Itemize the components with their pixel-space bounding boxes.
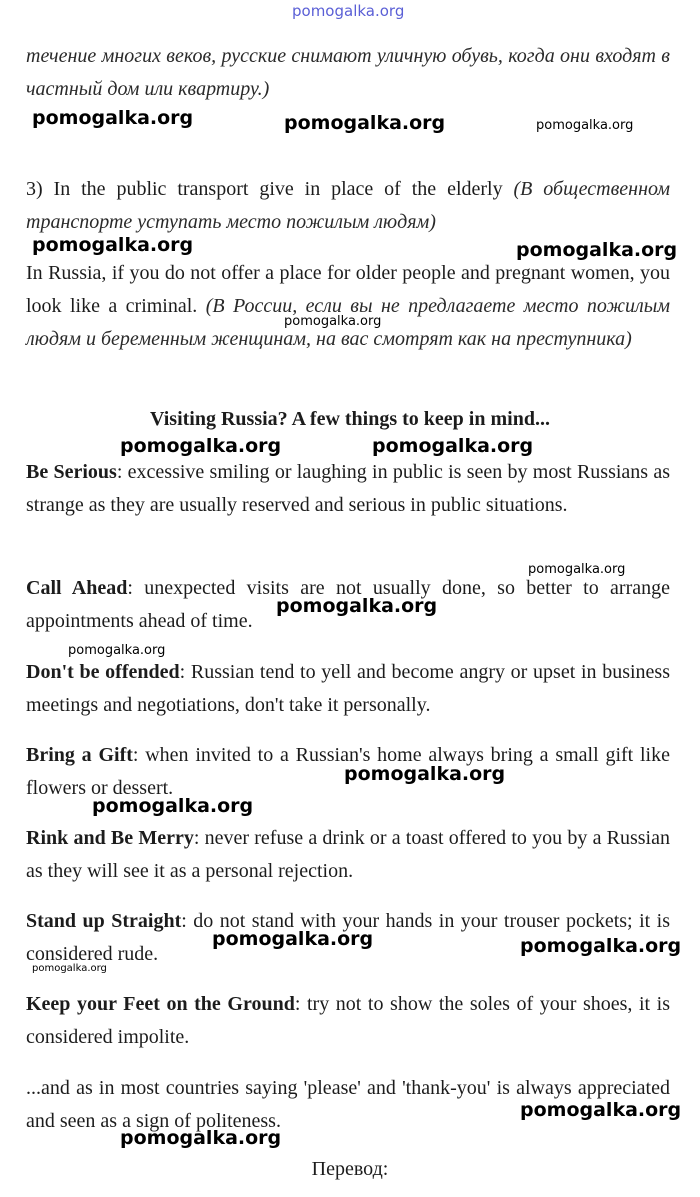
watermark: pomogalka.org [32,234,194,256]
watermark: pomogalka.org [344,763,506,785]
tip-term: Call Ahead [26,577,128,599]
tip-text: : when invited to a Russian's home always bring a small gift like flowers or dessert. [26,744,670,799]
watermark: pomogalka.org [32,963,107,974]
tip-term: Rink and Be Merry [26,827,194,849]
watermark: pomogalka.org [120,435,282,457]
tip-term: Bring a Gift [26,744,133,766]
tip-text: : never refuse a drink or a toast offered to you by a Russian as they will see it as a personal rejection. [26,827,670,882]
tip-keep-feet-on-ground [26,988,670,1054]
watermark: pomogalka.org [212,928,374,950]
watermark: pomogalka.org [92,795,254,817]
header-watermark: pomogalka.org [292,2,405,20]
russia-ru: (В России, если вы не предлагаете место пожилым людям и беременным женщинам, на вас смотрят как на преступника) [26,295,671,350]
russia-paragraph [26,257,670,356]
watermark: pomogalka.org [284,112,446,134]
tip-be-serious [26,456,670,522]
tip-term: Be Serious [26,461,117,483]
watermark: pomogalka.org [276,595,438,617]
tip-text: : try not to show the soles of your shoes, it is considered impolite. [26,993,670,1048]
item-3-en: 3) In the public transport give in place of the elderly [26,178,503,200]
watermark: pomogalka.org [68,643,166,658]
tip-text: : excessive smiling or laughing in public is seen by most Russians as strange as they are usually reserved and serious in public situations. [26,461,670,516]
intro-ru: течение многих веков, русские снимают уличную обувь, когда они входят в частный дом или квартиру.) [26,45,670,100]
tip-rink-and-be-merry [26,822,670,888]
section-heading: Visiting Russia? A few things to keep in mind... [150,408,550,430]
watermark: pomogalka.org [520,1099,682,1121]
watermark: pomogalka.org [120,1127,282,1149]
tip-text: : do not stand with your hands in your trouser pockets; it is considered rude. [26,910,670,965]
watermark: pomogalka.org [372,435,534,457]
translation-label: Перевод: [311,1158,389,1180]
tip-term: Stand up Straight [26,910,182,932]
watermark: pomogalka.org [536,118,634,133]
item-3 [26,173,670,239]
watermark: pomogalka.org [520,935,682,957]
tip-term: Keep your Feet on the Ground [26,993,295,1015]
closing-paragraph: ...and as in most countries saying 'please' and 'thank-you' is always appreciated and seen as a sign of politeness. [26,1077,670,1132]
item-3-ru: (В общественном транспорте уступать место пожилым людям) [26,178,671,233]
watermark: pomogalka.org [528,562,626,577]
intro-paragraph [26,40,670,106]
tip-text: : Russian tend to yell and become angry or upset in business meetings and negotiations, don't take it personally. [26,661,670,716]
tip-term: Don't be offended [26,661,180,683]
watermark: pomogalka.org [516,239,678,261]
tip-dont-be-offended [26,656,670,722]
tip-text: : unexpected visits are not usually done, so better to arrange appointments ahead of time. [26,577,670,632]
russia-en: In Russia, if you do not offer a place for older people and pregnant women, you look like a criminal. [26,262,670,317]
watermark: pomogalka.org [284,314,382,329]
watermark: pomogalka.org [32,107,194,129]
